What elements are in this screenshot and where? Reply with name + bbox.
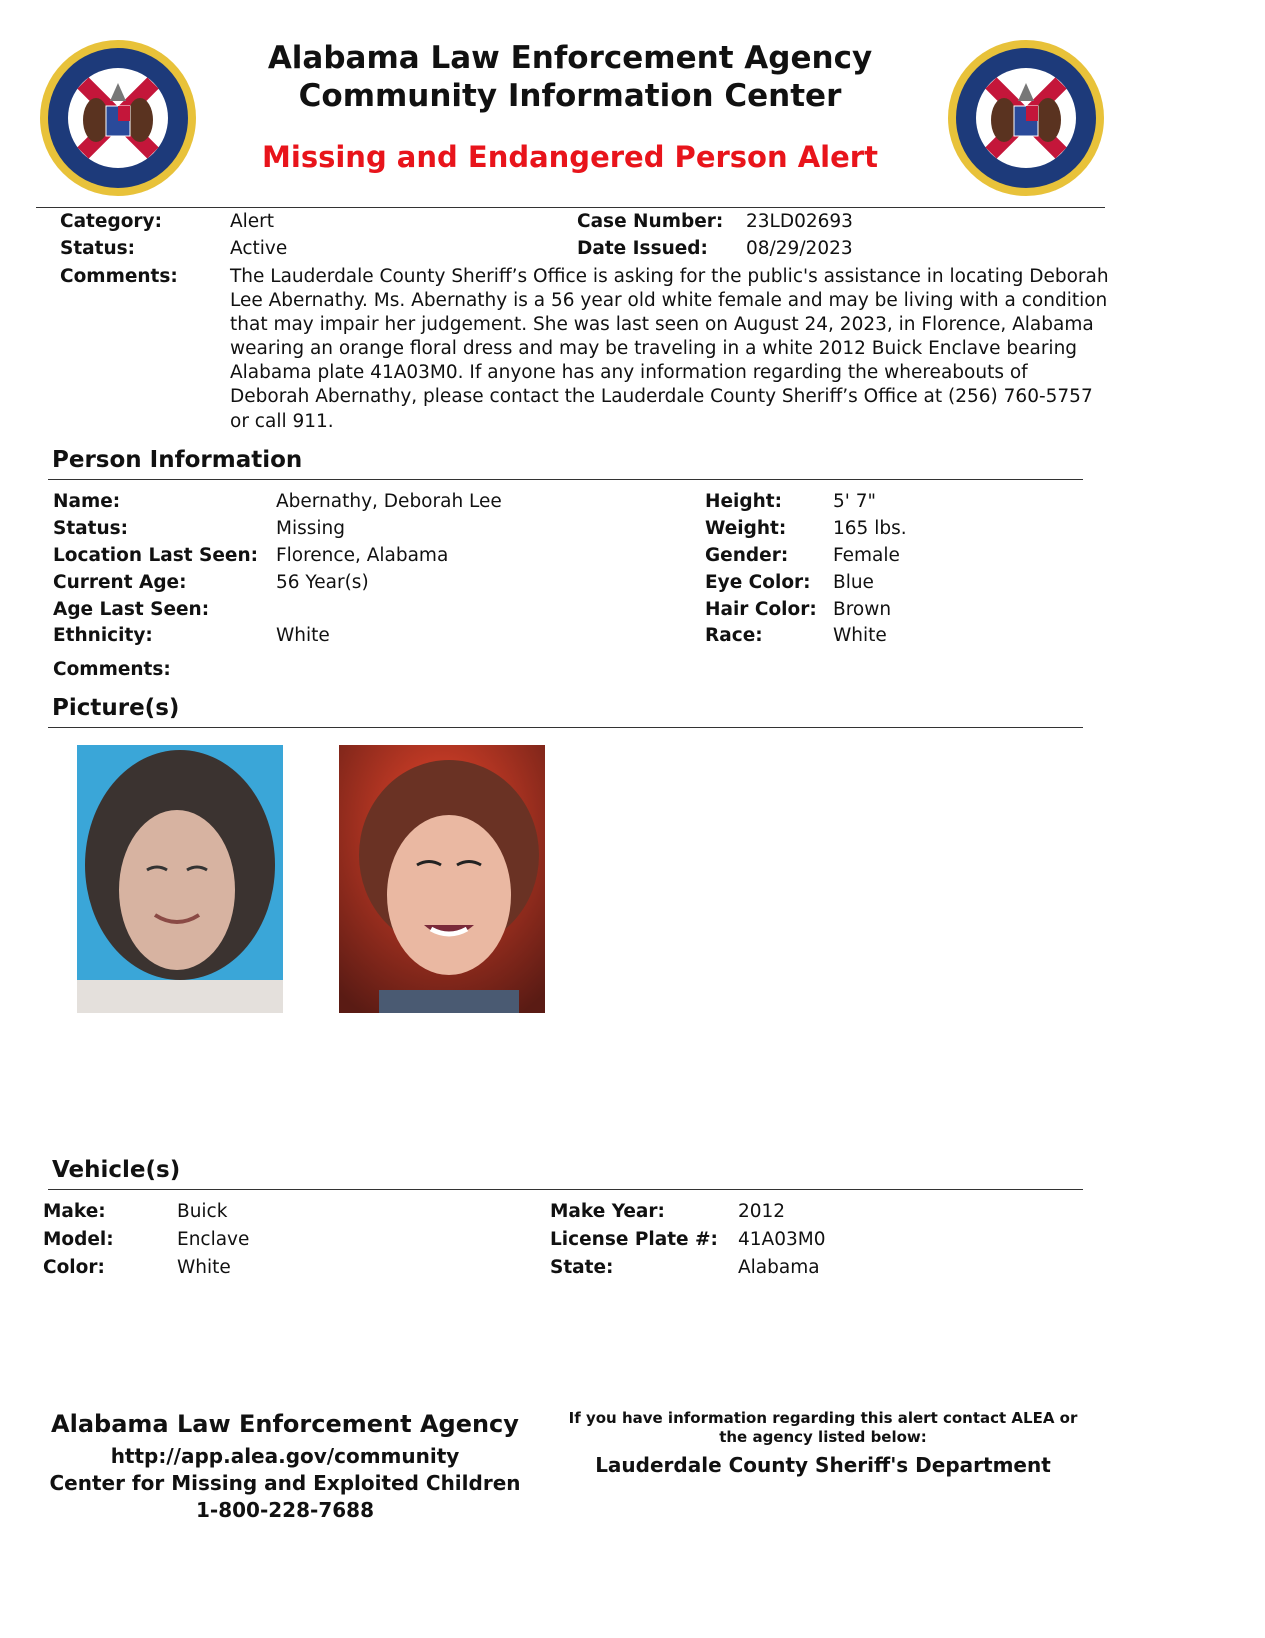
current-age-label: Current Age: (53, 572, 187, 593)
person-comments-label: Comments: (53, 659, 171, 680)
name-value: Abernathy, Deborah Lee (276, 491, 502, 512)
footer-url[interactable]: http://app.alea.gov/community (110, 1444, 460, 1468)
gender-value: Female (833, 545, 900, 566)
hair-color-value: Brown (833, 599, 892, 620)
person-photo-1[interactable] (77, 745, 283, 1013)
divider (48, 727, 1083, 728)
color-label: Color: (43, 1257, 105, 1278)
gender-label: Gender: (705, 545, 789, 566)
age-last-seen-label: Age Last Seen: (53, 599, 210, 620)
person-info-heading: Person Information (52, 447, 303, 473)
make-year-label: Make Year: (550, 1201, 665, 1222)
footer-center: Center for Missing and Exploited Children (49, 1471, 521, 1495)
person-status-label: Status: (53, 518, 129, 539)
comments-label: Comments: (60, 266, 178, 287)
footer-phone: 1-800-228-7688 (196, 1498, 374, 1522)
weight-value: 165 lbs. (833, 518, 907, 539)
make-value: Buick (177, 1201, 228, 1222)
agency-title: Alabama Law Enforcement Agency (267, 40, 873, 76)
weight-label: Weight: (705, 518, 787, 539)
eye-color-value: Blue (833, 572, 874, 593)
state-label: State: (550, 1257, 614, 1278)
ethnicity-value: White (276, 625, 330, 646)
model-label: Model: (43, 1229, 114, 1250)
state-value: Alabama (738, 1257, 820, 1278)
case-comments: The Lauderdale County Sheriff’s Office is asking for the public's assistance in locating Deborah Lee Abernathy. Ms. Abernathy is a 56 year old white female and may be living with a condition that may impair her judgement. She was last seen on August 24, 2023, in Florence, Alabama wearing an orange floral dress and may be traveling in a white 2012 Buick Enclave bearing Alabama plate 41A03M0. If anyone has any information regarding the whereabouts of Deborah Abernathy, please contact the Lauderdale County Sheriff’s Office at (256) 760-5757 or call 911. (230, 266, 1109, 432)
footer-contact-line2: the agency listed below: (719, 1428, 927, 1446)
footer-agency: Alabama Law Enforcement Agency (51, 1410, 519, 1438)
current-age-value: 56 Year(s) (276, 572, 369, 593)
center-title: Community Information Center (298, 78, 842, 114)
footer-contact-agency: Lauderdale County Sheriff's Department (595, 1453, 1051, 1477)
license-plate-label: License Plate #: (550, 1229, 718, 1250)
date-issued-value: 08/29/2023 (746, 238, 853, 259)
divider (36, 207, 1105, 208)
person-photo-2[interactable] (339, 745, 545, 1013)
location-value: Florence, Alabama (276, 545, 449, 566)
model-value: Enclave (177, 1229, 250, 1250)
height-label: Height: (705, 491, 783, 512)
category-value: Alert (230, 211, 275, 232)
license-plate-value: 41A03M0 (738, 1229, 826, 1250)
hair-color-label: Hair Color: (705, 599, 817, 620)
eye-color-label: Eye Color: (705, 572, 811, 593)
name-label: Name: (53, 491, 121, 512)
alert-title: Missing and Endangered Person Alert (262, 140, 878, 174)
pictures-heading: Picture(s) (52, 695, 180, 721)
date-issued-label: Date Issued: (577, 238, 708, 259)
make-label: Make: (43, 1201, 106, 1222)
color-value: White (177, 1257, 231, 1278)
vehicle-heading: Vehicle(s) (52, 1157, 181, 1183)
ethnicity-label: Ethnicity: (53, 625, 153, 646)
height-value: 5' 7" (833, 491, 877, 512)
make-year-value: 2012 (738, 1201, 786, 1222)
status-label: Status: (60, 238, 136, 259)
divider (48, 1189, 1083, 1190)
race-label: Race: (705, 625, 763, 646)
alea-seal-right (946, 38, 1106, 198)
person-status-value: Missing (276, 518, 345, 539)
case-number-value: 23LD02693 (746, 211, 853, 232)
footer-contact-line1: If you have information regarding this alert contact ALEA or (568, 1409, 1078, 1427)
location-label: Location Last Seen: (53, 545, 259, 566)
category-label: Category: (60, 211, 162, 232)
race-value: White (833, 625, 887, 646)
case-number-label: Case Number: (577, 211, 724, 232)
divider (48, 479, 1083, 480)
status-value: Active (230, 238, 288, 259)
